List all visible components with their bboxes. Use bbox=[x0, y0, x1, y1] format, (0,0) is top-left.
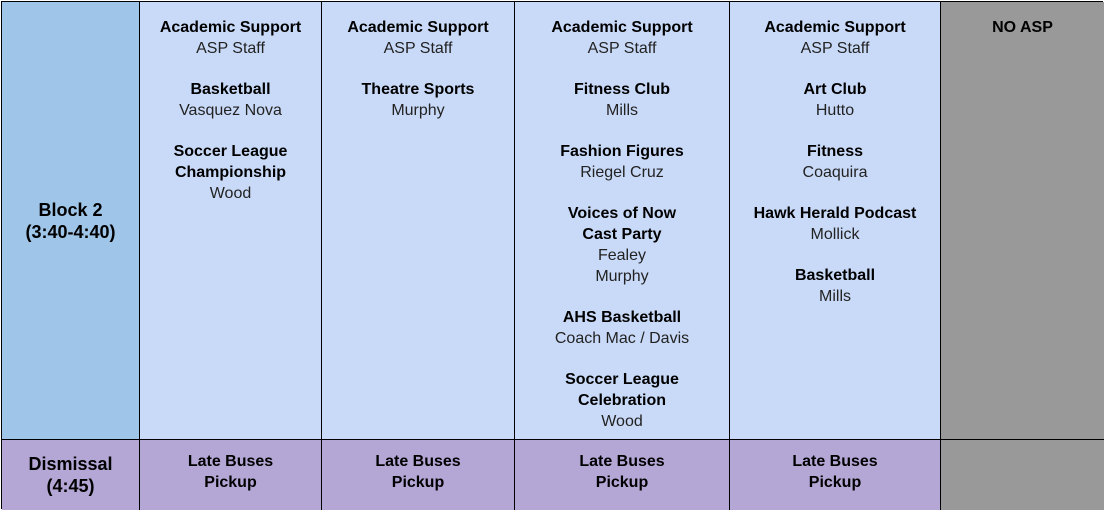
activity-title: NO ASP bbox=[992, 19, 1053, 36]
dismissal-text: Late Buses Pickup bbox=[792, 453, 878, 491]
activity-staff: Wood bbox=[209, 185, 252, 202]
activity-staff: ASP Staff bbox=[800, 40, 870, 57]
activity-title: Academic Support bbox=[347, 19, 489, 36]
dismissal-cell bbox=[730, 439, 941, 510]
activity-staff: Mills bbox=[606, 102, 638, 119]
activity-staff: Mills bbox=[819, 288, 851, 305]
dismissal-cell bbox=[140, 439, 322, 510]
activity-entry bbox=[322, 17, 514, 59]
block-2-label-cell bbox=[2, 2, 140, 439]
activity-entry bbox=[515, 141, 729, 183]
schedule-table bbox=[1, 1, 1103, 509]
dismissal-label-cell bbox=[2, 439, 140, 510]
activity-entry bbox=[140, 141, 321, 204]
day-column bbox=[322, 2, 515, 439]
activity-staff: Vasquez Nova bbox=[179, 102, 282, 119]
day-column bbox=[140, 2, 322, 439]
dismissal-cell bbox=[322, 439, 515, 510]
activity-title: Fashion Figures bbox=[560, 143, 684, 160]
dismissal-cell-empty bbox=[941, 439, 1104, 510]
activity-title: Basketball bbox=[794, 267, 876, 284]
activity-title: Fitness Club bbox=[573, 81, 670, 98]
activity-entry bbox=[730, 17, 940, 59]
activity-title: AHS Basketball bbox=[562, 309, 682, 326]
activity-staff: ASP Staff bbox=[383, 40, 453, 57]
activity-entry bbox=[515, 307, 729, 349]
dismissal-text: Late Buses Pickup bbox=[375, 453, 461, 491]
activity-staff: Fealey Murphy bbox=[595, 247, 649, 285]
activity-entry bbox=[730, 265, 940, 307]
activity-title: Art Club bbox=[803, 81, 867, 98]
activity-title: Soccer League Championship bbox=[173, 143, 288, 181]
dismissal-text: Late Buses Pickup bbox=[187, 453, 274, 491]
activity-title: Soccer League Celebration bbox=[565, 371, 679, 409]
activity-entry bbox=[140, 17, 321, 59]
activity-title: Academic Support bbox=[551, 19, 693, 36]
activity-title: Academic Support bbox=[764, 19, 906, 36]
activity-entry bbox=[322, 79, 514, 121]
activity-staff: ASP Staff bbox=[587, 40, 657, 57]
activity-entry bbox=[941, 17, 1104, 38]
activity-entry bbox=[515, 203, 729, 287]
activity-staff: Riegel Cruz bbox=[580, 164, 664, 181]
activity-entry bbox=[730, 203, 940, 245]
dismissal-label: Dismissal (4:45) bbox=[28, 454, 113, 496]
activity-staff: Coach Mac / Davis bbox=[554, 330, 690, 347]
activity-staff: Mollick bbox=[810, 226, 860, 243]
block-2-label: Block 2 (3:40-4:40) bbox=[25, 199, 116, 242]
dismissal-cell bbox=[515, 439, 730, 510]
activity-entry bbox=[730, 141, 940, 183]
activity-entry bbox=[515, 17, 729, 59]
activity-title: Hawk Herald Podcast bbox=[753, 205, 917, 222]
activity-entry bbox=[140, 79, 321, 121]
activity-title: Theatre Sports bbox=[361, 81, 475, 98]
activity-title: Fitness bbox=[806, 143, 863, 160]
activity-staff: Murphy bbox=[391, 102, 445, 119]
day-column bbox=[515, 2, 730, 439]
day-column bbox=[730, 2, 941, 439]
activity-title: Voices of Now Cast Party bbox=[567, 205, 677, 243]
activity-entry bbox=[515, 369, 729, 432]
activity-staff: Wood bbox=[601, 413, 643, 430]
activity-title: Basketball bbox=[190, 81, 271, 98]
activity-staff: ASP Staff bbox=[196, 40, 265, 57]
dismissal-text: Late Buses Pickup bbox=[579, 453, 665, 491]
no-asp-column bbox=[941, 2, 1104, 439]
activity-entry bbox=[730, 79, 940, 121]
activity-staff: Hutto bbox=[815, 102, 855, 119]
activity-entry bbox=[515, 79, 729, 121]
activity-staff: Coaquira bbox=[802, 164, 868, 181]
activity-title: Academic Support bbox=[159, 19, 302, 36]
